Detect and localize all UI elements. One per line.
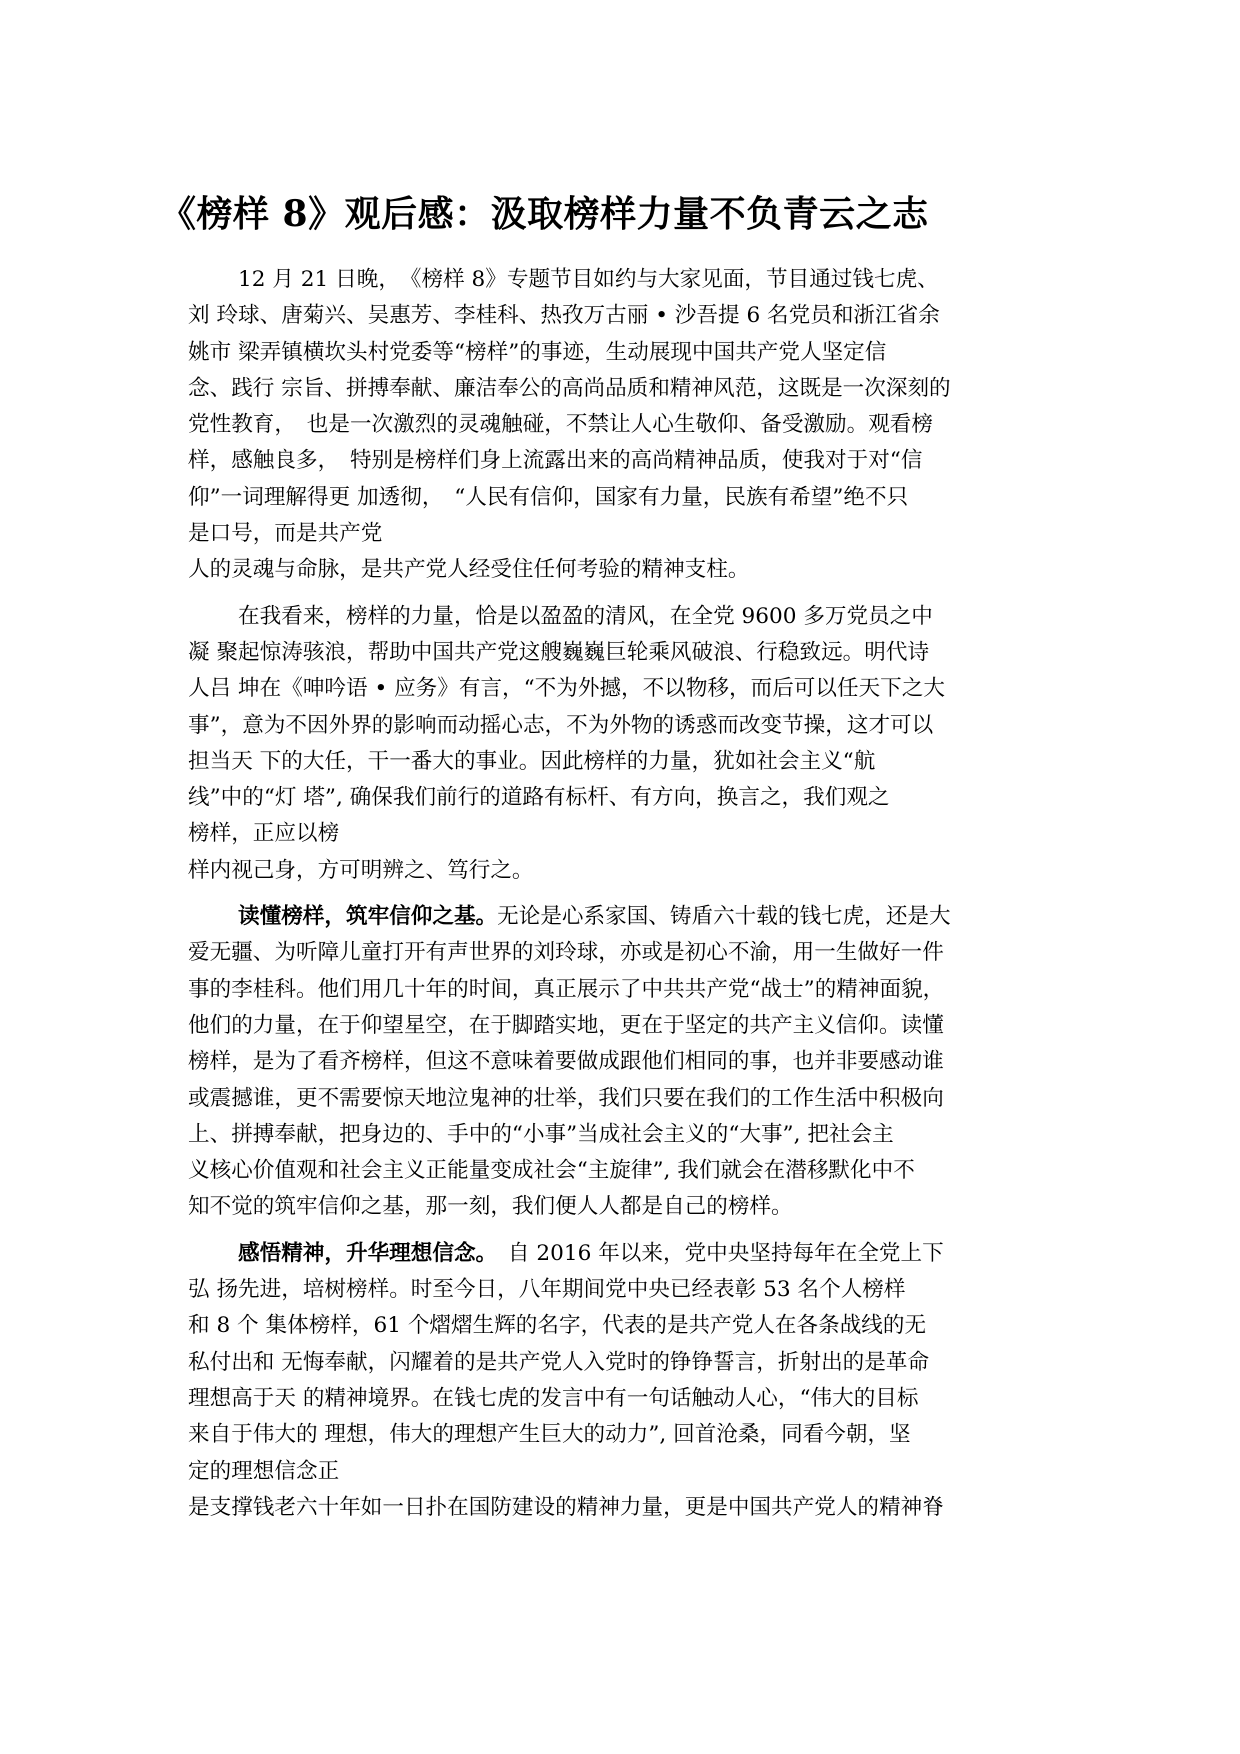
text-line: 在我看来，榜样的力量，恰是以盈盈的清风，在全党 9600 多万党员之中 <box>238 603 933 629</box>
paragraph-1 <box>188 262 1056 589</box>
text-line: 凝 聚起惊涛骇浪，帮助中国共产党这艘巍巍巨轮乘风破浪、行稳致远。明代诗 <box>188 639 930 665</box>
text-line: 或震撼谁，更不需要惊天地泣鬼神的壮举，我们只要在我们的工作生活中积极向 <box>188 1085 944 1111</box>
text-line: 弘 扬先进，培树榜样。时至今日，八年期间党中央已经表彰 53 名个人榜样 <box>188 1277 906 1303</box>
text-line: 榜样，正应以榜 <box>188 821 340 847</box>
text-line: 是支撑钱老六十年如一日扑在国防建设的精神力量，更是中国共产党人的精神脊 <box>188 1494 944 1520</box>
text-line <box>188 899 1056 935</box>
text-line: 人的灵魂与命脉，是共产党人经受住任何考验的精神支柱。 <box>188 557 750 583</box>
text-run: 自 2016 年以来，党中央坚持每年在全党上下 <box>486 1240 944 1266</box>
text-line: 事”，意为不因外界的影响而动摇心志，不为外物的诱惑而改变节操，这才可以 <box>188 712 934 738</box>
text-line: 私付出和 无悔奉献，闪耀着的是共产党人入党时的铮铮誓言，折射出的是革命 <box>188 1349 930 1375</box>
text-line <box>188 1236 1056 1272</box>
section-heading: 感悟精神，升华理想信念。 <box>238 1240 487 1266</box>
text-line: 事的李桂科。他们用几十年的时间，真正展示了中共共产党“战士”的精神面貌， <box>188 976 945 1002</box>
text-line: 样内视己身，方可明辨之、笃行之。 <box>188 857 534 883</box>
document-title: 《榜样 8》观后感：汲取榜样力量不负青云之志 <box>160 193 929 235</box>
text-line: 党性教育， 也是一次激烈的灵魂触碰，不禁让人心生敬仰、备受激励。观看榜 <box>188 412 933 438</box>
text-line: 榜样，是为了看齐榜样，但这不意味着要做成跟他们相同的事，也并非要感动谁 <box>188 1049 944 1075</box>
paragraph-2 <box>188 599 1056 889</box>
text-line: 他们的力量，在于仰望星空，在于脚踏实地，更在于坚定的共产主义信仰。读懂 <box>188 1012 944 1038</box>
paragraph-3 <box>188 899 1056 1226</box>
text-line: 姚市 梁弄镇横坎头村党委等“榜样”的事迹，生动展现中国共产党人坚定信 <box>188 339 887 365</box>
text-line: 理想高于天 的精神境界。在钱七虎的发言中有一句话触动人心，“伟大的目标 <box>188 1385 919 1411</box>
text-line: 人吕 坤在《呻吟语 • 应务》有言，“不为外撼，不以物移，而后可以任天下之大 <box>188 676 945 702</box>
text-line: 爱无疆、为听障儿童打开有声世界的刘玲球，亦或是初心不渝，用一生做好一件 <box>188 940 944 966</box>
text-line: 上、拼搏奉献，把身边的、手中的“小事”当成社会主义的“大事”, 把社会主 <box>188 1121 894 1147</box>
text-line: 义核心价值观和社会主义正能量变成社会“主旋律”, 我们就会在潜移默化中不 <box>188 1158 915 1184</box>
text-line: 仰”一词理解得更 加透彻， “人民有信仰，国家有力量，民族有希望”绝不只 <box>188 484 909 510</box>
text-line: 刘 玲球、唐菊兴、吴惠芳、李桂科、热孜万古丽 • 沙吾提 6 名党员和浙江省余 <box>188 303 940 329</box>
text-run: 无论是心系家国、铸盾六十载的钱七虎，还是大 <box>497 904 951 930</box>
text-line: 12 月 21 日晚， 《榜样 8》专题节目如约与大家见面，节目通过钱七虎、 <box>238 267 939 292</box>
text-line: 线”中的“灯 塔”, 确保我们前行的道路有标杆、有方向，换言之，我们观之 <box>188 785 890 811</box>
text-line: 是口号，而是共产党 <box>188 521 383 547</box>
text-line: 样，感触良多， 特别是榜样们身上流露出来的高尚精神品质，使我对于对“信 <box>188 448 923 474</box>
text-line: 和 8 个 集体榜样，61 个熠熠生辉的名字，代表的是共产党人在各条战线的无 <box>188 1313 927 1339</box>
text-line: 担当天 下的大任，干一番大的事业。因此榜样的力量，犹如社会主义“航 <box>188 748 876 774</box>
text-line: 知不觉的筑牢信仰之基，那一刻，我们便人人都是自己的榜样。 <box>188 1194 793 1220</box>
text-line: 来自于伟大的 理想，伟大的理想产生巨大的动力”, 回首沧桑，同看今朝，坚 <box>188 1422 911 1448</box>
section-heading: 读懂榜样，筑牢信仰之基。 <box>238 904 498 930</box>
document-body <box>188 262 1056 1536</box>
text-line: 定的理想信念正 <box>188 1458 340 1484</box>
paragraph-4 <box>188 1236 1056 1526</box>
text-line: 念、践行 宗旨、拼搏奉献、廉洁奉公的高尚品质和精神风范，这既是一次深刻的 <box>188 375 951 401</box>
